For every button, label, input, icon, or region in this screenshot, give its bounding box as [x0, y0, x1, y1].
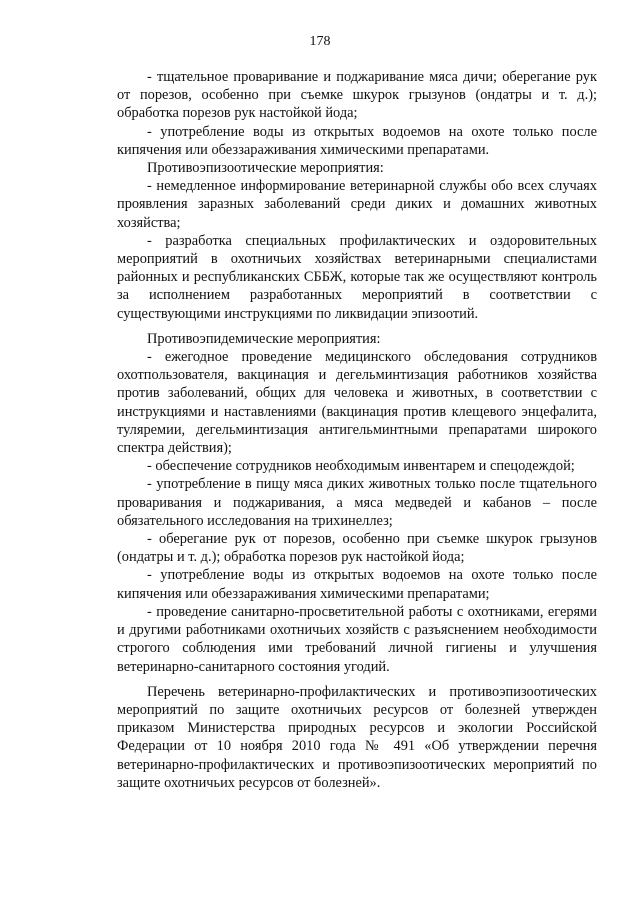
paragraph-hand-protection: - оберегание рук от порезов, особенно при съемке шкурок грызунов (ондатры и т. д.); обработка порезов рук настойкой йода; [117, 531, 597, 566]
paragraph-water-boiling: - употребление воды из открытых водоемов на охоте только после кипячения или обеззараживания химическими препаратами. [117, 123, 597, 158]
paragraph-medical-examination: - ежегодное проведение медицинского обследования сотрудников охотпользователя, вакцинация и дегельминтизация работников хозяйства против заболеваний, общих для человека и животных, в соответствии с инструкциями и наставлениями (вакцинация против клещевого энцефалита, туляремии, дегельминтизация антигельминтными препаратами широкого спектра действия); [117, 349, 597, 457]
paragraph-meat-processing: - тщательное проваривание и поджаривание мяса дичи; оберегание рук от порезов, особенно при съемке шкурок грызунов (ондатры и т. д.); обработка порезов рук настойкой йода; [117, 69, 597, 122]
paragraph-vet-service-notification: - немедленное информирование ветеринарной службы обо всех случаях проявления заразных заболеваний среди диких и домашних животных хозяйства; [117, 178, 597, 231]
page-body [117, 68, 597, 792]
page-number: 178 [309, 34, 331, 49]
paragraph-equipment-supply: - обеспечение сотрудников необходимым инвентарем и спецодеждой; [147, 458, 575, 475]
paragraph-prevention-programs: - разработка специальных профилактических и оздоровительных мероприятий в охотничьих хозяйствах ветеринарными специалистами районных и республиканских СББЖ, которые так же осуществляют контроль за исполнением разработанных мероприятий в соответствии с существующими инструкциями по ликвидации эпизоотий. [117, 232, 597, 322]
paragraph-ministry-order: Перечень ветеринарно-профилактических и противоэпизоотических мероприятий по защите охотничьих ресурсов от болезней утвержден приказом Министерства природных ресурсов и экологии Российской Федерации от 10 ноября 2010 года № 491 «Об утверждении перечня ветеринарно-профилактических и противоэпизоотических мероприятий по защите охотничьих ресурсов от болезней». [117, 683, 597, 791]
heading-antiepidemic-measures: Противоэпидемические мероприятия: [147, 330, 381, 347]
heading-antiepizootic-measures: Противоэпизоотические мероприятия: [147, 160, 384, 177]
paragraph-game-meat-consumption: - употребление в пищу мяса диких животных только после тщательного проваривания и поджаривания, а мяса медведей и кабанов – после обязательного исследования на трихинеллез; [117, 476, 597, 529]
paragraph-sanitary-education: - проведение санитарно-просветительной работы с охотниками, егерями и другими работниками охотничьих хозяйств с разъяснением необходимости строгого соблюдения ими требований личной гигиены и улучшения ветеринарно-санитарного состояния угодий. [117, 603, 597, 675]
paragraph-water-disinfection: - употребление воды из открытых водоемов на охоте только после кипячения или обеззараживания химическими препаратами; [117, 567, 597, 602]
